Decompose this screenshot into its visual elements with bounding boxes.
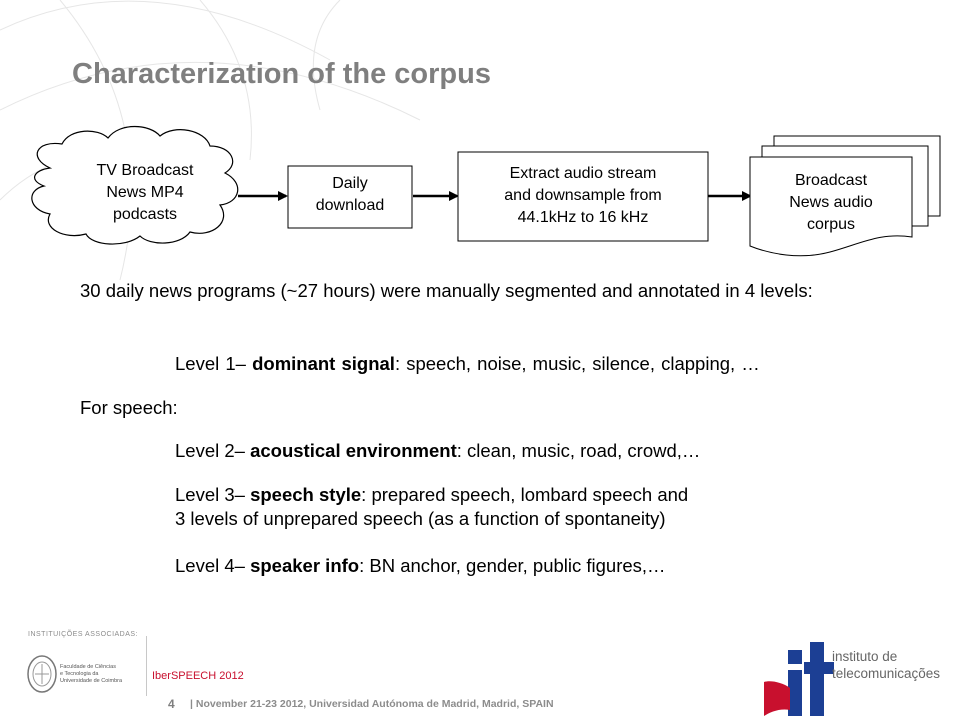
it-institute-name: instituto de telecomunicações	[832, 649, 941, 681]
level2-desc: : clean, music, road, crowd,…	[456, 440, 701, 461]
level1-desc: : speech, noise, music, silence, clapping, …	[394, 353, 760, 374]
corpus-label: Broadcast News audio corpus	[789, 172, 873, 233]
daily-download-label: Daily download	[315, 175, 385, 214]
conference-name: IberSPEECH 2012	[152, 670, 244, 682]
page-title: Characterization of the corpus	[72, 58, 491, 90]
level1-line	[175, 352, 760, 376]
level1-term: dominant signal	[252, 353, 395, 374]
cloud-label: TV Broadcast News MP4 podcasts	[96, 162, 194, 223]
level1-prefix: Level 1–	[175, 353, 253, 374]
level3-term: speech style	[250, 484, 362, 505]
it-logo-icon	[760, 640, 840, 718]
footer-divider	[146, 636, 147, 696]
for-speech-label: For speech:	[80, 397, 178, 418]
level4-prefix: Level 4–	[175, 555, 251, 576]
level3-prefix: Level 3–	[175, 484, 251, 505]
fctuc-text: Faculdade de Ciências e Tecnologia da Universidade de Coimbra	[60, 664, 123, 684]
level4-term: speaker info	[250, 555, 360, 576]
level2-line	[175, 439, 700, 463]
level4-desc: : BN anchor, gender, public figures,…	[359, 555, 666, 576]
level4-line	[175, 554, 666, 578]
level2-term: acoustical environment	[250, 440, 457, 461]
extract-audio-label: Extract audio stream and downsample from 44.1kHz to 16 kHz	[504, 165, 662, 226]
pipeline-diagram	[0, 0, 960, 280]
intro-paragraph: 30 daily news programs (~27 hours) were manually segmented and annotated in 4 levels:	[80, 280, 813, 301]
associated-institutions-label: INSTITUIÇÕES ASSOCIADAS:	[28, 631, 139, 638]
level3-line2: 3 levels of unprepared speech (as a function of spontaneity)	[175, 508, 666, 529]
level3-line	[175, 483, 855, 507]
page-number: 4	[168, 697, 175, 711]
level2-prefix: Level 2–	[175, 440, 251, 461]
date-location: | November 21-23 2012, Universidad Autónoma de Madrid, Madrid, SPAIN	[190, 698, 554, 710]
coimbra-seal-icon	[26, 654, 58, 694]
level3-block	[175, 483, 855, 531]
level3-desc: : prepared speech, lombard speech and	[361, 484, 689, 505]
